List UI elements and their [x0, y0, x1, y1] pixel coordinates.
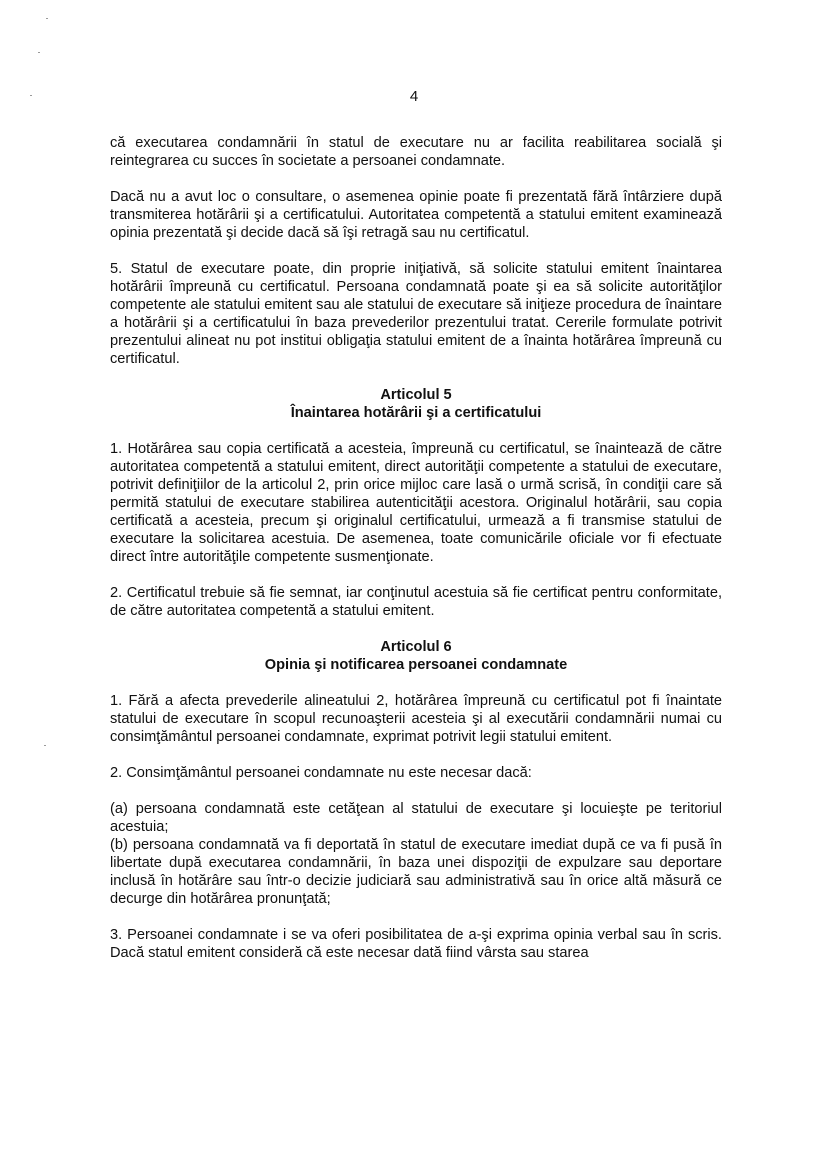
scan-speck	[44, 745, 46, 746]
paragraph: 5. Statul de executare poate, din proprie iniţiativă, să solicite statului emitent înaintarea hotărârii împreună cu certificatul. Persoana condamnată poate şi ea să solicite autorităţilor competente ale statului emitent sau ale statului de executare să iniţieze procedura de înaintare a hotărârii şi a certificatului în baza prevederilor prezentului tratat. Cererile formulate potrivit prezentului alineat nu pot institui obligaţia statului emitent de a înainta hotărârea împreună cu certificatul.	[110, 261, 722, 367]
paragraph: că executarea condamnării în statul de executare nu ar facilita reabilitarea socială şi reintegrarea cu succes în societate a persoanei condamnate.	[110, 135, 722, 169]
page-number: 4	[409, 88, 419, 105]
paragraph: 2. Consimţământul persoanei condamnate nu este necesar dacă:	[110, 765, 532, 781]
list-item: (a) persoana condamnată este cetăţean al statului de executare şi locuieşte pe teritoriul acestuia;	[110, 801, 722, 835]
paragraph: 2. Certificatul trebuie să fie semnat, iar conţinutul acestuia să fie certificat pentru conformitate, de către autoritatea competentă a statului emitent.	[110, 585, 722, 619]
paragraph: 1. Hotărârea sau copia certificată a acesteia, împreună cu certificatul, se înaintează de către autoritatea competentă a statului emitent, direct autorităţii competente a statului de executare, potrivit definiţiilor de la articolul 2, prin orice mijloc care lasă o urmă scrisă, în condiţii care să permită statului de executare stabilirea autenticităţii acestora. Originalul hotărârii, sau copia certificată a acesteia, precum şi originalul certificatului, urmează a fi transmise statului de executare la solicitarea acestuia. De asemenea, toate comunicările oficiale vor fi efectuate direct între autorităţile competente susmenţionate.	[110, 441, 722, 565]
article-5-number: Articolul 5	[380, 387, 452, 403]
paragraph: Dacă nu a avut loc o consultare, o asemenea opinie poate fi prezentată fără întârziere după transmiterea hotărârii şi a certificatului. Autoritatea competentă a statului emitent examinează opinia prezentată şi decide dacă să îşi retragă sau nu certificatul.	[110, 189, 722, 241]
list-item: (b) persoana condamnată va fi deportată în statul de executare imediat după ce va fi pusă în libertate după executarea condamnării, în baza unei dispoziţii de expulzare sau deportare inclusă în hotărâre sau într-o decizie judiciară sau administrativă sau în orice altă măsură ce decurge din hotărârea pronunţată;	[110, 837, 722, 907]
scan-speck	[38, 52, 40, 53]
article-5-heading	[110, 386, 722, 422]
document-body	[110, 134, 722, 962]
article-5-title: Înaintarea hotărârii şi a certificatului	[290, 405, 542, 421]
article-6-heading	[110, 638, 722, 674]
scan-speck	[46, 18, 48, 19]
paragraph: 3. Persoanei condamnate i se va oferi posibilitatea de a-şi exprima opinia verbal sau în scris. Dacă statul emitent consideră că este necesar dată fiind vârsta sau starea	[110, 927, 722, 961]
article-6-number: Articolul 6	[380, 639, 452, 655]
paragraph: 1. Fără a afecta prevederile alineatului 2, hotărârea împreună cu certificatul pot fi înaintate statului de executare în scopul recunoaşterii acesteia şi al executării condamnării numai cu consimţământul persoanei condamnate, exprimat potrivit legii statului emitent.	[110, 693, 722, 745]
article-6-title: Opinia şi notificarea persoanei condamnate	[264, 657, 568, 673]
